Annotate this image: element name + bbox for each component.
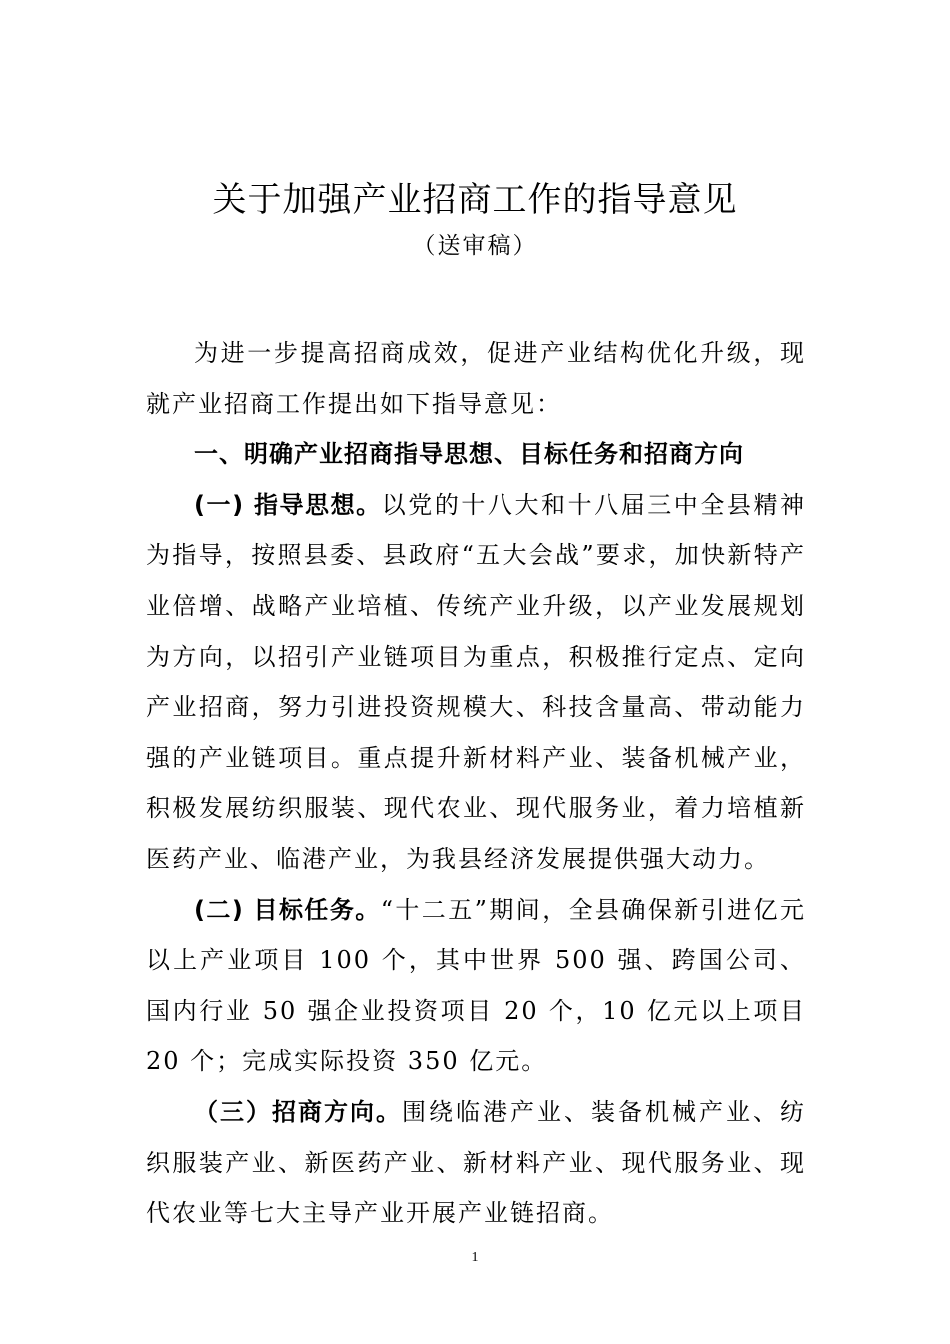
paragraph-text: “十二五”期间，全县确保新引进亿元以上产业项目 100 个，其中世界 500 强、跨国公司、国内行业 50 强企业投资项目 20 个，10 亿元以上项目 20 个；完成实际投资 350 亿元。 xyxy=(146,895,806,1076)
paragraph-text: 以党的十八大和十八届三中全县精神为指导，按照县委、县政府“五大会战”要求，加快新特产业倍增、战略产业培植、传统产业升级，以产业发展规划为方向，以招引产业链项目为重点，积极推行定点、定向产业招商，努力引进投资规模大、科技含量高、带动能力强的产业链项目。重点提升新材料产业、装备机械产业，积极发展纺织服装、现代农业、现代服务业，着力培植新医药产业、临港产业，为我县经济发展提供强大动力。 xyxy=(146,490,807,873)
paragraph-lead: (二) 目标任务。 xyxy=(194,895,381,924)
paragraph-text: 围绕临港产业、装备机械产业、纺织服装产业、新医药产业、新材料产业、现代服务业、现代农业等七大主导产业开展产业链招商。 xyxy=(146,1097,806,1228)
paragraph-guiding-ideology xyxy=(146,480,806,885)
paragraph-targets xyxy=(146,885,806,1087)
page-number: 1 xyxy=(471,1250,479,1265)
paragraph-direction xyxy=(146,1087,806,1239)
paragraph-lead: (一) 指导思想。 xyxy=(194,490,382,519)
intro-paragraph: 为进一步提高招商成效，促进产业结构优化升级，现就产业招商工作提出如下指导意见： xyxy=(146,339,806,418)
document-title: 关于加强产业招商工作的指导意见 xyxy=(212,180,738,220)
document-body xyxy=(146,328,806,1239)
section-heading: 一、明确产业招商指导思想、目标任务和招商方向 xyxy=(194,440,744,469)
document-subtitle: （送审稿） xyxy=(412,233,538,259)
paragraph-lead: （三）招商方向。 xyxy=(194,1097,402,1126)
